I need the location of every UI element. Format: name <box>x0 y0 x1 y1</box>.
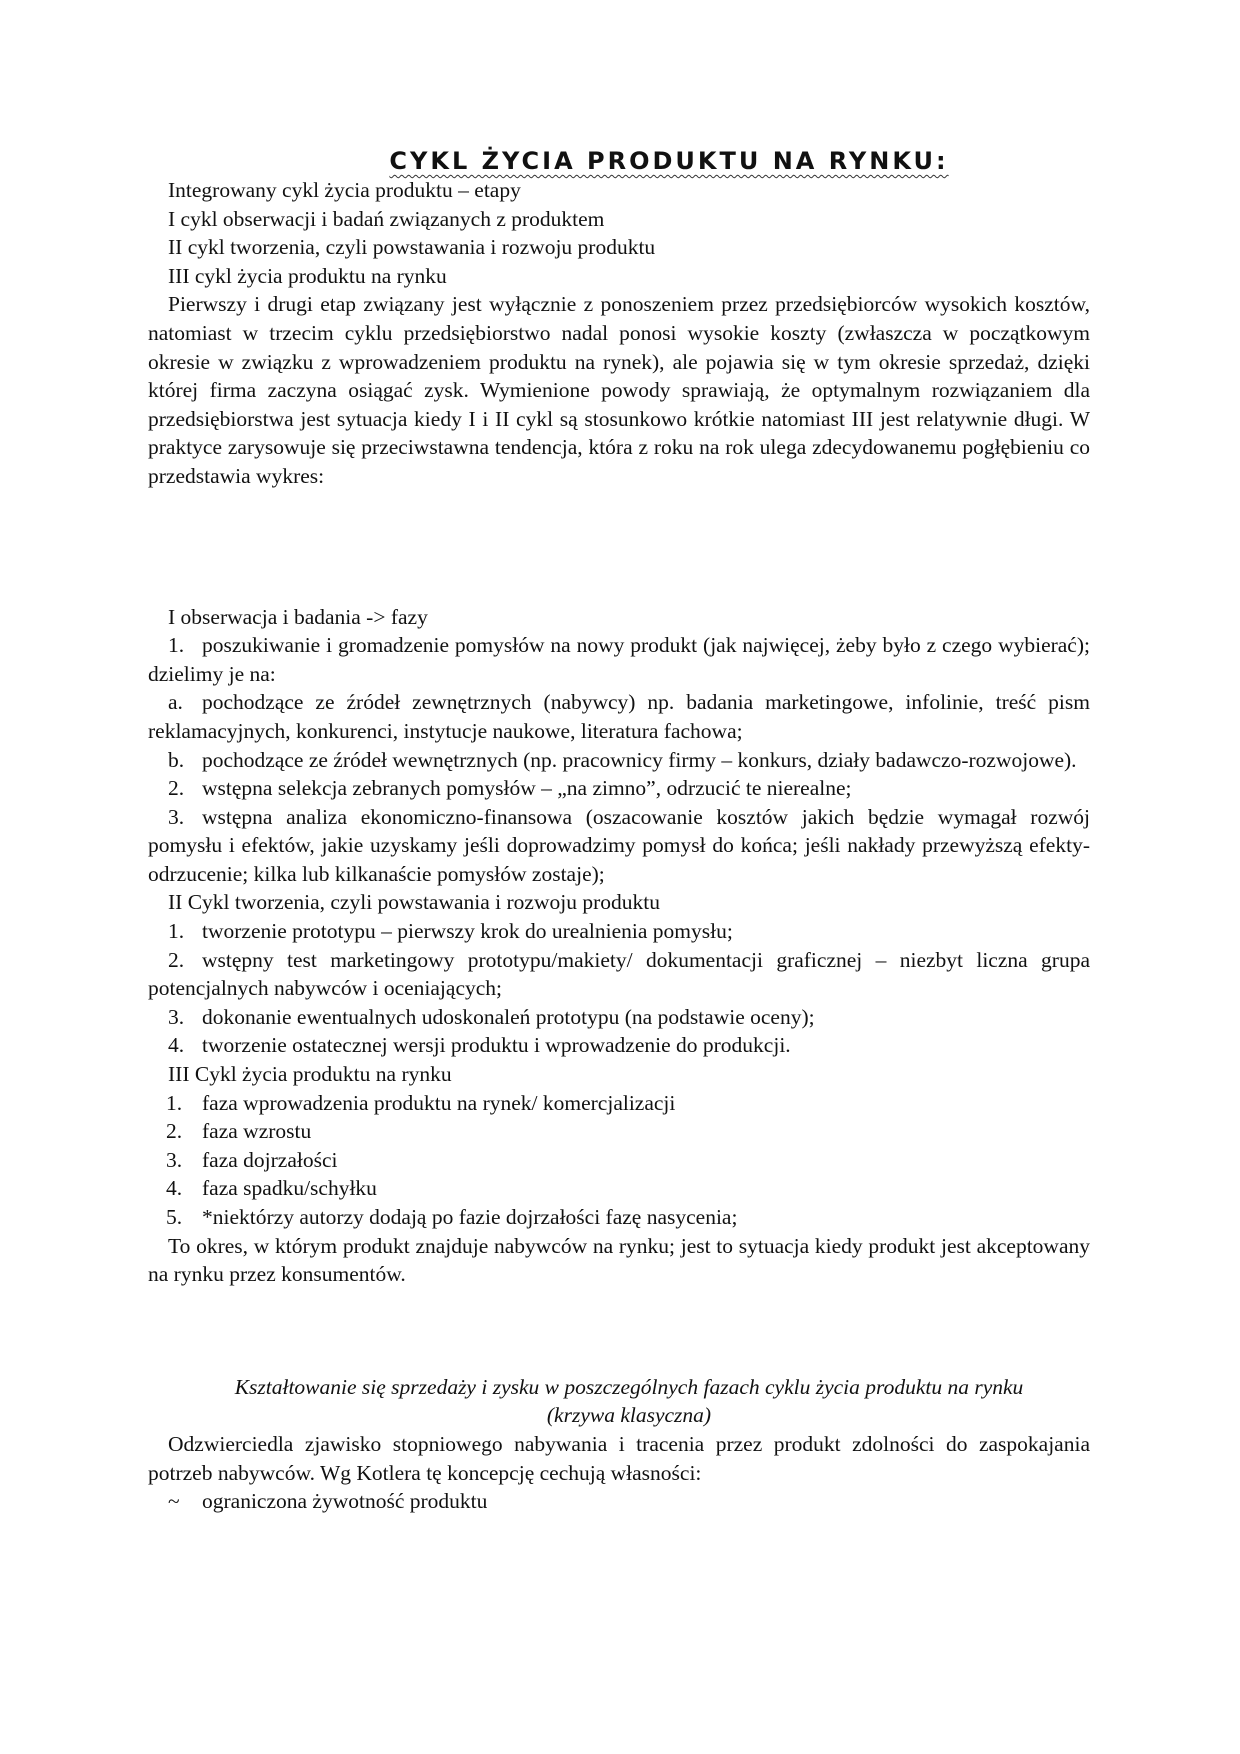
list-marker: 3. <box>168 804 185 829</box>
list-subitem <box>148 746 1090 775</box>
list-marker: 4. <box>166 1176 183 1201</box>
list-marker: 2. <box>168 947 185 972</box>
list-item-text: faza dojrzałości <box>202 1147 338 1172</box>
list-item-text: dokonanie ewentualnych udoskonaleń prototypu (na podstawie oceny); <box>202 1004 815 1029</box>
list-item <box>148 631 1090 688</box>
list-item <box>148 1089 1090 1118</box>
list-marker: 1. <box>166 1090 183 1115</box>
list-item-text: faza wzrostu <box>202 1119 312 1144</box>
list-item <box>148 803 1090 889</box>
intro-line: II cykl tworzenia, czyli powstawania i rozwoju produktu <box>168 235 656 260</box>
document-page <box>148 146 1090 1516</box>
list-item-text: faza spadku/schyłku <box>202 1176 377 1201</box>
list-marker: 2. <box>166 1119 183 1144</box>
spacer <box>148 1289 1090 1373</box>
list-item <box>148 917 1090 946</box>
list-item <box>148 946 1090 1003</box>
list-item-text: wstępny test marketingowy prototypu/makiety/ dokumentacji graficznej – niezbyt liczna grupa potencjalnych nabywców i oceniających; <box>148 947 1090 1001</box>
list-item-text: tworzenie ostatecznej wersji produktu i wprowadzenie do produkcji. <box>202 1033 791 1058</box>
list-subitem <box>148 688 1090 745</box>
list-item <box>148 774 1090 803</box>
list-marker: 3. <box>168 1004 185 1029</box>
list-item-text: wstępna selekcja zebranych pomysłów – „na zimno”, odrzucić te nierealne; <box>202 776 852 801</box>
list-item-text: ograniczona żywotność produktu <box>202 1489 488 1514</box>
subheading-classic-curve-note: (krzywa klasyczna) <box>546 1403 712 1428</box>
section-heading-market: III Cykl życia produktu na rynku <box>168 1062 452 1087</box>
paragraph-costs: Pierwszy i drugi etap związany jest wyłącznie z ponoszeniem przez przedsiębiorców wysokich kosztów, natomiast w trzecim cyklu przedsiębiorstwo nadal ponosi wysokie koszty (zwłaszcza w początkowym okresie w związku z wprowadzeniem produktu na rynek), ale pojawia się w tym okresie sprzedaż, dzięki której firma zaczyna osiągać zysk. Wymienione powody sprawiają, że optymalnym rozwiązaniem dla przedsiębiorstwa jest sytuacja kiedy I i II cykl są stosunkowo krótkie natomiast III jest relatywnie długi. W praktyce zarysowuje się przeciwstawna tendencja, która z roku na rok ulega zdecydowanemu pogłębieniu co przedstawia wykres: <box>148 292 1090 488</box>
intro-line: Integrowany cykl życia produktu – etapy <box>168 178 521 202</box>
list-marker: 2. <box>168 776 185 801</box>
tilde-bullet-icon: ~ <box>168 1489 180 1514</box>
list-marker: 4. <box>168 1033 185 1058</box>
list-item-text: *niektórzy autorzy dodają po fazie dojrzałości fazę nasycenia; <box>202 1205 738 1229</box>
paragraph-market-acceptance: To okres, w którym produkt znajduje nabywców na rynku; jest to sytuacja kiedy produkt jest akceptowany na rynku przez konsumentów. <box>148 1233 1090 1287</box>
list-item <box>148 1487 1090 1516</box>
list-item <box>148 1203 1090 1232</box>
list-item-text: poszukiwanie i gromadzenie pomysłów na nowy produkt (jak najwięcej, żeby było z czego wybierać); dzielimy je na: <box>148 633 1090 686</box>
list-marker: 1. <box>168 919 185 944</box>
intro-line: I cykl obserwacji i badań związanych z produktem <box>168 206 605 231</box>
list-marker: b. <box>168 747 185 772</box>
list-item-text: wstępna analiza ekonomiczno-finansowa (oszacowanie kosztów jakich będzie wymagał rozwój pomysłu i efektów, jakie uzyskamy jeśli doprowadzimy pomysł do końca; jeśli nakłady przewyższą efekty-odrzucenie; kilka lub kilkanaście pomysłów zostaje); <box>148 804 1090 886</box>
list-item <box>148 1117 1090 1146</box>
list-item <box>148 1031 1090 1060</box>
list-item <box>148 1174 1090 1203</box>
list-item-text: faza wprowadzenia produktu na rynek/ komercjalizacji <box>202 1090 676 1115</box>
document-title: CYKL ŻYCIA PRODUKTU NA RYNKU: <box>389 147 949 175</box>
list-item-text: tworzenie prototypu – pierwszy krok do urealnienia pomysłu; <box>202 919 733 944</box>
list-marker: 1. <box>168 633 185 658</box>
list-marker: 3. <box>166 1147 183 1172</box>
list-item-text: pochodzące ze źródeł zewnętrznych (nabywcy) np. badania marketingowe, infolinie, treść pism reklamacyjnych, konkurenci, instytucje naukowe, literatura fachowa; <box>148 690 1090 743</box>
chart-placeholder <box>148 491 1090 603</box>
list-item-text: pochodzące ze źródeł wewnętrznych (np. pracownicy firmy – konkurs, działy badawczo-rozwojowe). <box>202 747 1077 772</box>
intro-line: III cykl życia produktu na rynku <box>168 263 447 288</box>
subheading-classic-curve: Kształtowanie się sprzedaży i zysku w poszczególnych fazach cyklu życia produktu na rynku <box>234 1374 1024 1399</box>
section-heading-observation: I obserwacja i badania -> fazy <box>168 604 428 629</box>
list-item <box>148 1146 1090 1175</box>
list-marker: a. <box>168 690 183 715</box>
list-item <box>148 1003 1090 1032</box>
paragraph-kotler: Odzwierciedla zjawisko stopniowego nabywania i tracenia przez produkt zdolności do zaspokajania potrzeb nabywców. Wg Kotlera tę koncepcję cechują własności: <box>148 1431 1090 1485</box>
section-heading-creation: II Cykl tworzenia, czyli powstawania i rozwoju produktu <box>168 890 660 915</box>
list-marker: 5. <box>166 1205 183 1229</box>
